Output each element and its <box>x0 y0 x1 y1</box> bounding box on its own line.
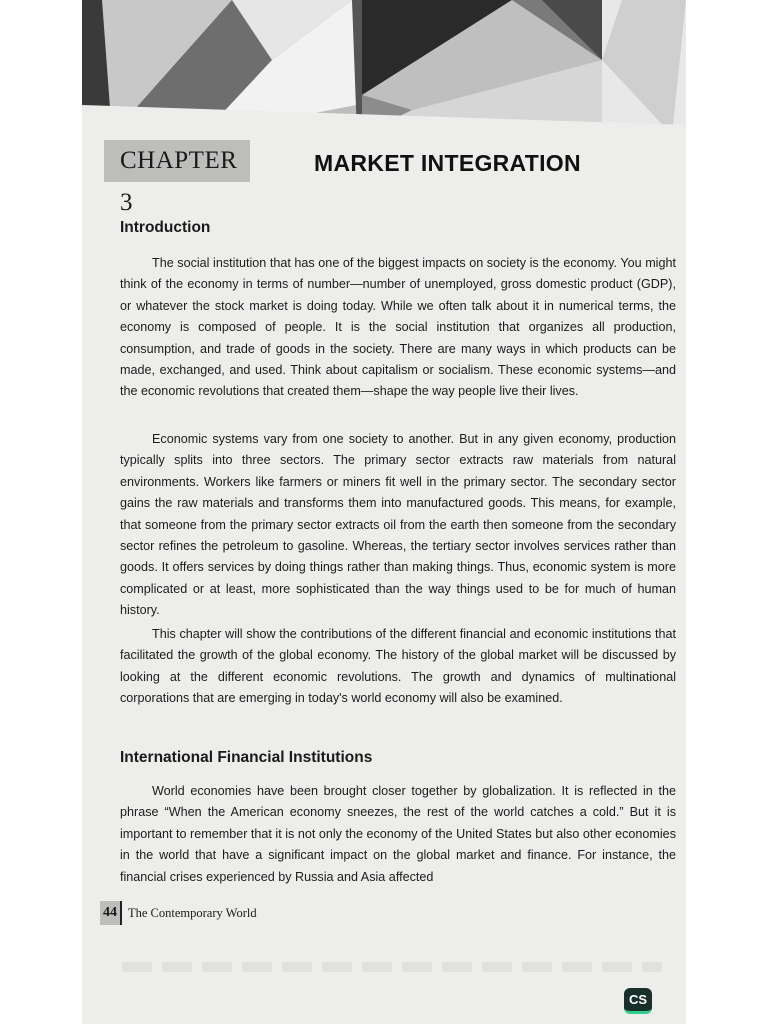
page-number: 44 <box>100 901 122 925</box>
section-heading-international-financial-institutions: International Financial Institutions <box>120 749 373 766</box>
paragraph-ifi-1: World economies have been brought closer together by globalization. It is reflected in the phrase “When the American economy sneezes, the rest of the world catches a cold.” But it is important to remember that it is not only the economy of the United States but also other economies in the world that have a significant impact on the global market and finance. For instance, the financial crises experienced by Russia and Asia affected <box>120 784 676 884</box>
paragraph-intro-2: Economic systems vary from one society to another. But in any given economy, production typically splits into three sectors. The primary sector extracts raw materials from natural environments. Workers like farmers or miners fit well in the primary sector. The secondary sector gains the raw materials and transforms them into manufactured goods. This means, for example, that someone from the primary sector extracts oil from the earth then someone from the secondary sector refines the petroleum to gasoline. Whereas, the tertiary sector involves services rather than goods. It offers services by doing things rather than making things. Thus, economic system is more complicated or at least, more sophisticated than the way things used to be for much of human history. <box>120 432 676 618</box>
book-title: The Contemporary World <box>128 905 257 920</box>
page-footer <box>100 898 257 928</box>
bleed-through-text <box>122 962 662 972</box>
chapter-title: MARKET INTEGRATION <box>314 150 581 176</box>
section-heading-introduction: Introduction <box>120 219 211 236</box>
chapter-banner-image <box>82 0 686 135</box>
paragraph-intro-1: The social institution that has one of the biggest impacts on society is the economy. You might think of the economy in terms of number—number of unemployed, gross domestic product (GDP), or whatever the stock market is doing today. While we often talk about it in numerical terms, the economy is composed of people. It is the social institution that organizes all production, consumption, and trade of goods in the society. There are many ways in which products can be made, exchanged, and used. Think about capitalism or socialism. These economic systems—and the economic revolutions that created them—shape the way people live their lives. <box>120 256 676 399</box>
paragraph-intro-3: This chapter will show the contributions of the different financial and economic institutions that facilitated the growth of the global economy. The history of the global market will be discussed by looking at the different economic revolutions. The growth and dynamics of multinational corporations that are emerging in today's world economy will also be examined. <box>120 627 676 706</box>
chapter-label: CHAPTER 3 <box>104 140 250 182</box>
book-page <box>82 0 686 1024</box>
camscanner-logo-icon: CS <box>624 988 652 1014</box>
